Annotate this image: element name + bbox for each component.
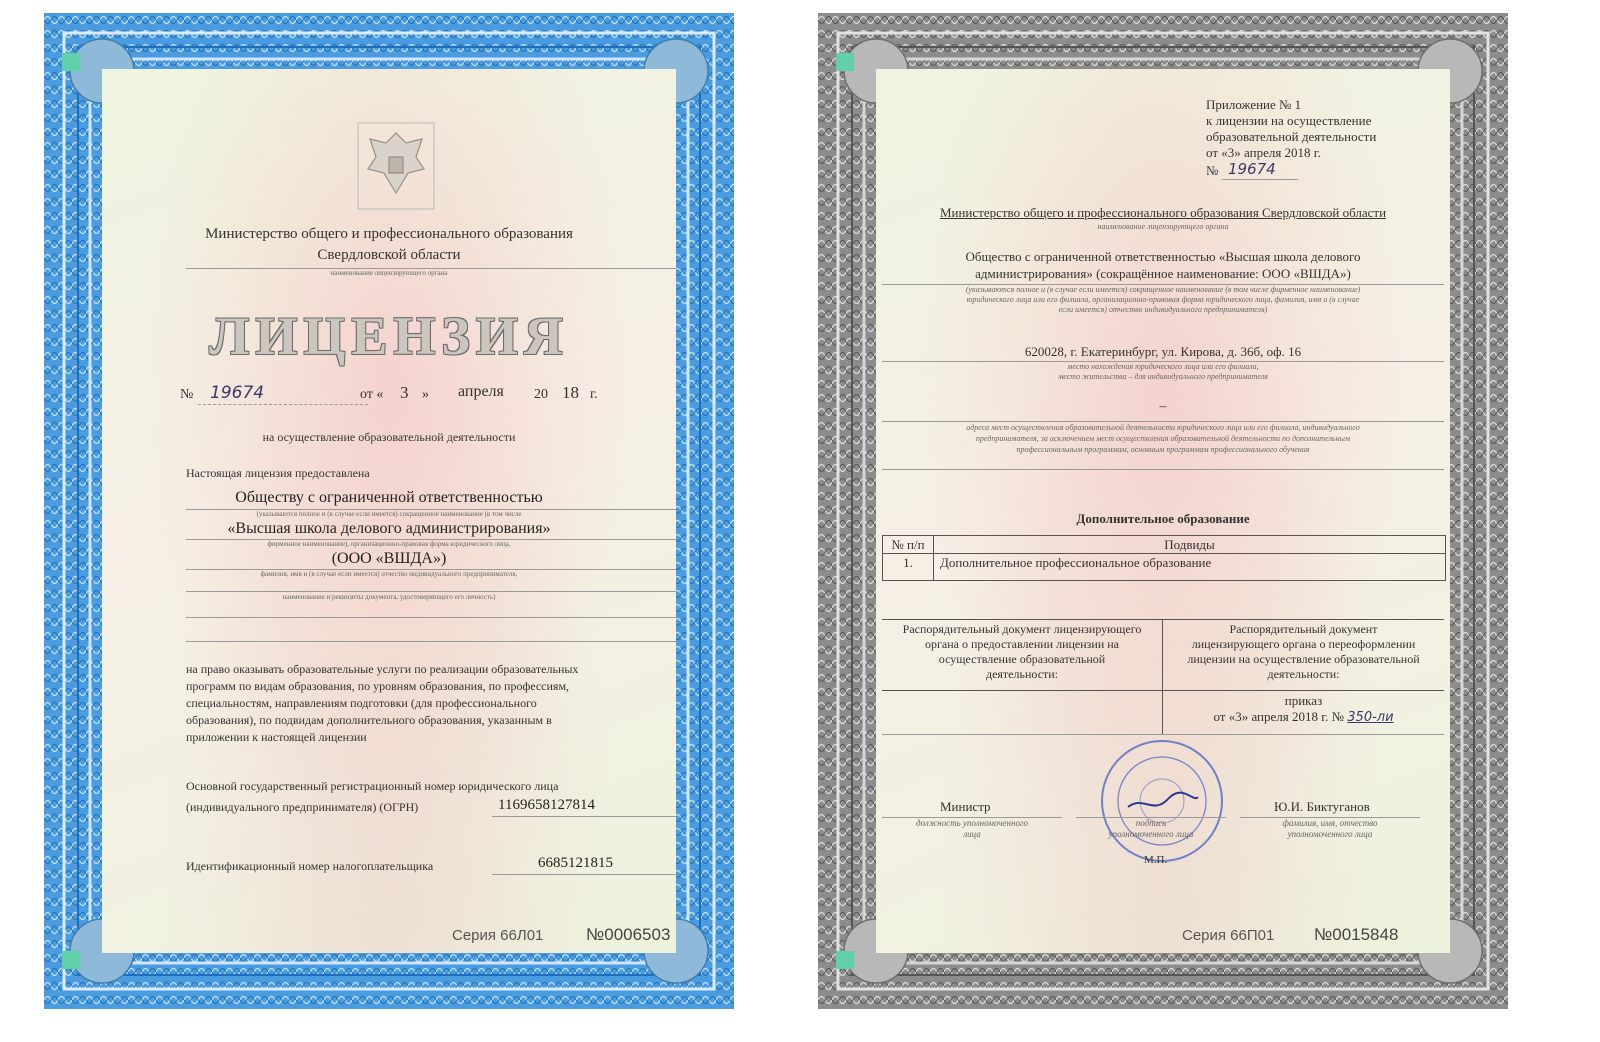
order-reissue-line: лицензирующего органа о переоформлении	[1191, 637, 1416, 651]
position-caption-line: должность уполномоченного	[916, 818, 1028, 828]
position-title: Министр	[940, 799, 991, 814]
date-month: апреля	[458, 383, 504, 400]
signature-caption-line: подпись	[1135, 818, 1167, 828]
order-grant-value	[882, 691, 1163, 735]
rights-line: специальностям, направлениям подготовки (для профессионального	[186, 696, 537, 710]
org-caption-line: юридического лица или его филиала, организационно-правовая форма юридического лица, фамилия, имя и (в случае	[966, 295, 1360, 304]
order-reissue-value	[1163, 691, 1444, 735]
number-label: №	[180, 387, 194, 402]
ministry-caption: наименование лицензирующего органа	[1097, 222, 1229, 231]
position-caption	[882, 818, 1062, 840]
date-year-suffix: 18	[562, 383, 579, 402]
address-caption-line: место нахождения юридического лица или его филиала,	[1067, 362, 1259, 371]
signer-caption	[1240, 818, 1420, 840]
license-title: ЛИЦЕНЗИЯ	[209, 306, 569, 366]
places-caption-line: адреса мест осуществления образовательной деятельности юридического лица или его филиала, индивидуального	[966, 423, 1360, 432]
date-prefix: от «	[360, 387, 384, 402]
signer-caption-line: фамилия, имя, отчество	[1282, 818, 1378, 828]
orders-value-row	[882, 691, 1444, 735]
ogrn-label-line-2: (индивидуального предпринимателя) (ОГРН)	[186, 800, 419, 814]
divider	[1222, 179, 1298, 180]
order-date-line	[1163, 709, 1444, 726]
date-close-quote: »	[422, 387, 429, 402]
order-date: от «3» апреля 2018 г. №	[1213, 709, 1345, 724]
signer-name: Ю.И. Биктуганов	[1274, 799, 1370, 814]
org-caption	[876, 285, 1450, 315]
license-paper	[102, 69, 676, 953]
address-caption-line: место жительства – для индивидуального предпринимателя	[1058, 372, 1268, 381]
signature-caption-line: уполномоченного лица	[1108, 829, 1194, 839]
appendix-number: 19674	[1228, 160, 1276, 178]
org-caption-1: (указываются полное и (в случае если имеется) сокращенное наименование (в том числе	[256, 510, 522, 518]
ministry-name: Министерство общего и профессионального образования Свердловской области	[939, 205, 1387, 220]
stamp-place: М.П.	[1144, 854, 1168, 866]
order-number: 350-ли	[1347, 710, 1394, 725]
date-year-prefix: 20	[534, 387, 548, 402]
places-caption	[876, 422, 1450, 455]
appendix-line: от «3» апреля 2018 г.	[1206, 145, 1321, 160]
ministry-line-1: Министерство общего и профессионального образования	[205, 226, 573, 242]
blank-number: №0015848	[1314, 925, 1399, 944]
section-title: Дополнительное образование	[1076, 511, 1250, 526]
divider	[198, 404, 368, 405]
official-stamp	[1098, 737, 1226, 865]
orders-table	[882, 619, 1444, 735]
order-grant-line: органа о предоставлении лицензии на	[924, 637, 1120, 651]
inn-value: 6685121815	[538, 855, 613, 871]
org-line-1: Общество с ограниченной ответственностью «Высшая школа делового	[965, 249, 1361, 264]
table-header-subtypes: Подвиды	[1164, 537, 1215, 552]
rights-text	[186, 661, 676, 746]
appendix-line: Приложение № 1	[1206, 97, 1302, 112]
orders-header-row	[882, 620, 1444, 691]
places-caption-line: профессиональным программам, основным программам профессионального обучения	[1016, 445, 1310, 454]
places-dash: –	[1159, 399, 1167, 414]
table-header-num: № п/п	[883, 536, 934, 553]
appendix-header	[1206, 97, 1376, 161]
subtypes-table	[882, 535, 1446, 581]
org-caption-3: фамилия, имя и (в случае если имеется) отчество индивидуального предпринимателя,	[260, 570, 518, 578]
blank-number: №0006503	[586, 925, 671, 944]
order-grant-line: Распорядительный документ лицензирующего	[902, 622, 1142, 636]
blank-series: Серия 66П01	[1182, 927, 1275, 944]
order-reissue-header	[1163, 620, 1444, 690]
divider	[186, 641, 676, 642]
order-grant-header	[882, 620, 1163, 690]
inn-label: Идентификационный номер налогоплательщика	[186, 859, 434, 873]
order-reissue-line: Распорядительный документ	[1229, 622, 1378, 636]
rights-line: программ по видам образования, по уровням образования, по профессиям,	[186, 679, 570, 693]
order-word: приказ	[1284, 693, 1323, 708]
org-name-line-1: Обществу с ограниченной ответственностью	[235, 489, 543, 506]
signer-caption-line: уполномоченного лица	[1287, 829, 1373, 839]
org-line-2: администрирования» (сокращённое наименование: ООО «ВШДА»)	[975, 266, 1351, 281]
rights-line: на право оказывать образовательные услуги по реализации образовательных	[186, 662, 579, 676]
org-caption-4: наименование и реквизиты документа, удостоверяющего его личность)	[282, 593, 496, 601]
order-reissue-line: деятельности:	[1267, 667, 1340, 681]
appendix-line: к лицензии на осуществление	[1206, 113, 1372, 128]
date-year-unit: г.	[590, 387, 598, 402]
org-name-line-3: (ООО «ВШДА»)	[331, 550, 447, 567]
divider	[186, 591, 676, 592]
divider	[186, 617, 676, 618]
org-caption-line: если имеется) отчество индивидуального предпринимателя)	[1058, 305, 1268, 314]
org-caption-line: (указываются полное и (в случае если имеется) сокращенное наименование (в том числе фирменное наименование)	[965, 285, 1361, 294]
coat-of-arms-icon	[356, 121, 436, 211]
order-reissue-line: лицензии на осуществление образовательной	[1187, 652, 1420, 666]
table-cell-num: 1.	[883, 554, 934, 580]
order-grant-line: осуществление образовательной	[938, 652, 1106, 666]
places-caption-line: предпринимателя, за исключением мест осуществления образовательной деятельности по дополнительным	[975, 434, 1351, 443]
divider	[492, 816, 676, 817]
rights-line: образования), по подвидам дополнительного образования, указанным в	[186, 713, 552, 727]
address-caption	[876, 362, 1450, 382]
table-cell-subtype: Дополнительное профессиональное образование	[940, 555, 1212, 570]
ogrn-label-line-1: Основной государственный регистрационный номер юридического лица	[186, 779, 559, 793]
divider	[882, 469, 1444, 470]
rights-line: приложении к настоящей лицензии	[186, 730, 367, 744]
date-day: 3	[400, 383, 409, 402]
divider	[492, 874, 676, 875]
appendix-number-label: №	[1206, 163, 1219, 178]
org-name-line-2: «Высшая школа делового администрирования»	[227, 520, 551, 537]
appendix-page	[818, 13, 1508, 1009]
ministry-caption: наименование лицензирующего органа	[330, 269, 448, 277]
address: 620028, г. Екатеринбург, ул. Кирова, д. 36б, оф. 16	[1024, 344, 1302, 359]
license-number: 19674	[210, 383, 265, 403]
table-row	[883, 554, 1445, 581]
signature-caption	[1076, 818, 1226, 840]
org-caption-2: фирменное наименование), организационно-правовая форма юридического лица,	[267, 540, 511, 548]
ministry-line-2: Свердловской области	[317, 247, 461, 263]
license-purpose: на осуществление образовательной деятельности	[262, 430, 516, 444]
granted-label: Настоящая лицензия предоставлена	[186, 466, 370, 480]
ogrn-value: 1169658127814	[498, 797, 595, 813]
license-page	[44, 13, 734, 1009]
appendix-line: образовательной деятельности	[1206, 129, 1377, 144]
blank-series: Серия 66Л01	[452, 927, 544, 944]
order-grant-line: деятельности:	[985, 667, 1059, 681]
position-caption-line: лица	[963, 829, 981, 839]
divider	[882, 734, 1444, 735]
appendix-paper	[876, 69, 1450, 953]
table-header-row	[883, 536, 1445, 554]
